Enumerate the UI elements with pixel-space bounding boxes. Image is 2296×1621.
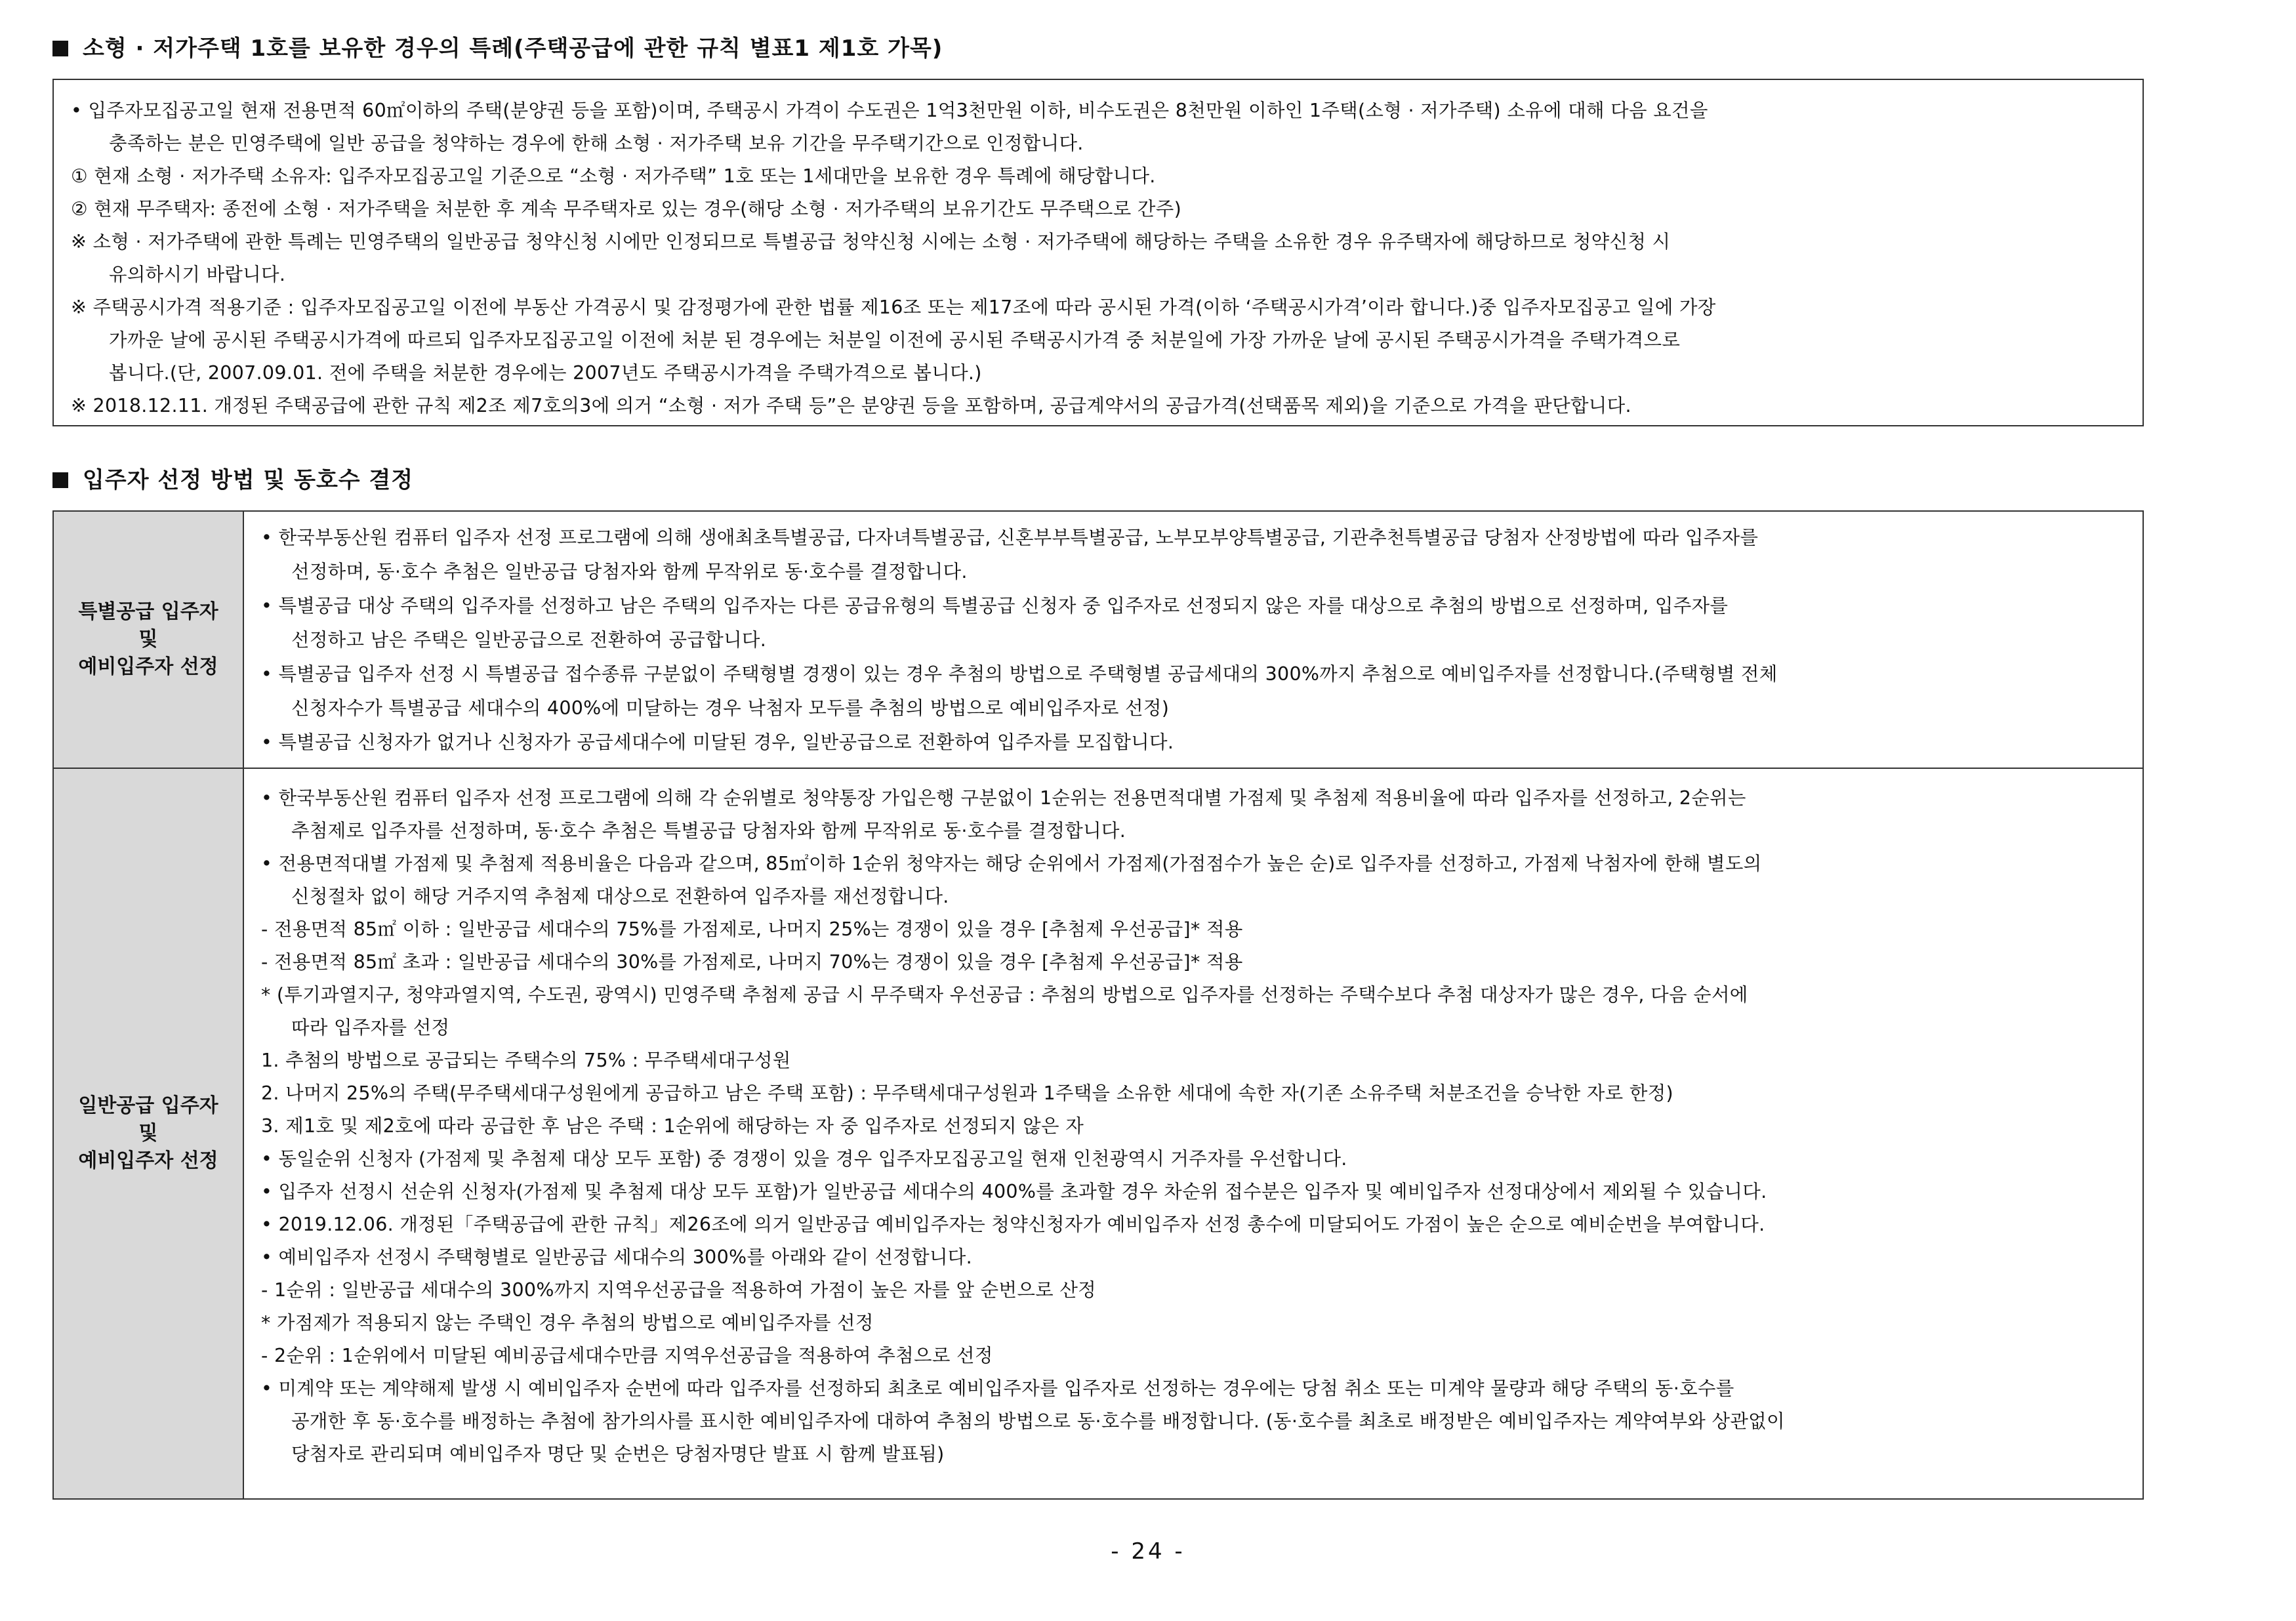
content-line: - 2순위 : 1순위에서 미달된 예비공급세대수만큼 지역우선공급을 적용하여 추첨으로 선정 — [261, 1345, 993, 1366]
page-number: - 24 - — [1111, 1538, 1185, 1565]
content-line: • 특별공급 입주자 선정 시 특별공급 접수종류 구분없이 주택형별 경쟁이 있는 경우 추첨의 방법으로 주택형별 공급세대의 300%까지 추첨으로 예비입주자를 선정합니다.(주택형별 전체 — [261, 663, 1778, 685]
small-low-price-housing-notice-box — [52, 79, 2144, 426]
content-line: • 동일순위 신청자 (가점제 및 추첨제 대상 모두 포함) 중 경쟁이 있을 경우 입주자모집공고일 현재 인천광역시 거주자를 우선합니다. — [261, 1148, 1347, 1170]
content-line: 선정하고 남은 주택은 일반공급으로 전환하여 공급합니다. — [291, 629, 767, 651]
notice-line: ※ 2018.12.11. 개정된 주택공급에 관한 규칙 제2조 제7호의3에 의거 “소형 · 저가 주택 등”은 분양권 등을 포함하며, 공급계약서의 공급가격(선택품목 제외)을 기준으로 가격을 판단합니다. — [71, 395, 1631, 417]
content-line: • 특별공급 대상 주택의 입주자를 선정하고 남은 주택의 입주자는 다른 공급유형의 특별공급 신청자 중 입주자로 선정되지 않은 자를 대상으로 추첨의 방법으로 선정하며, 입주자를 — [261, 595, 1729, 617]
content-line: 선정하며, 동·호수 추첨은 일반공급 당첨자와 함께 무작위로 동·호수를 결정합니다. — [291, 561, 968, 583]
content-line: • 특별공급 신청자가 없거나 신청자가 공급세대수에 미달된 경우, 일반공급으로 전환하여 입주자를 모집합니다. — [261, 731, 1174, 753]
notice-line: ② 현재 무주택자: 종전에 소형 · 저가주택을 처분한 후 계속 무주택자로 있는 경우(해당 소형 · 저가주택의 보유기간도 무주택으로 간주) — [71, 198, 1181, 220]
content-line: 2. 나머지 25%의 주택(무주택세대구성원에게 공급하고 남은 주택 포함) : 무주택세대구성원과 1주택을 소유한 세대에 속한 자(기존 소유주택 처분조건을 승낙한 자로 한정) — [261, 1082, 1673, 1104]
row-content-general-supply — [245, 769, 2142, 1498]
content-line: 공개한 후 동·호수를 배정하는 추첨에 참가의사를 표시한 예비입주자에 대하여 추첨의 방법으로 동·호수를 배정합니다. (동·호수를 최초로 배정받은 예비입주자는 계약여부와 상관없이 — [291, 1410, 1785, 1432]
notice-line: 봅니다.(단, 2007.09.01. 전에 주택을 처분한 경우에는 2007년도 주택공시가격을 주택가격으로 봅니다.) — [109, 362, 982, 384]
content-line: 3. 제1호 및 제2호에 따라 공급한 후 남은 주택 : 1순위에 해당하는 자 중 입주자로 선정되지 않은 자 — [261, 1115, 1084, 1137]
section-title-selection-method: 입주자 선정 방법 및 동호수 결정 — [52, 462, 413, 494]
square-bullet-icon — [52, 472, 68, 488]
section-title-small-low-price-housing: 소형 · 저가주택 1호를 보유한 경우의 특례(주택공급에 관한 규칙 별표1 제1호 가목) — [52, 30, 943, 62]
notice-line: ① 현재 소형 · 저가주택 소유자: 입주자모집공고일 기준으로 “소형 · 저가주택” 1호 또는 1세대만을 보유한 경우 특례에 해당합니다. — [71, 165, 1156, 187]
notice-line: • 입주자모집공고일 현재 전용면적 60㎡이하의 주택(분양권 등을 포함)이며, 주택공시 가격이 수도권은 1억3천만원 이하, 비수도권은 8천만원 이하인 1주택(소형 · 저가주택) 소유에 대해 다음 요건을 — [71, 100, 1708, 121]
notice-line: 충족하는 분은 민영주택에 일반 공급을 청약하는 경우에 한해 소형 · 저가주택 보유 기간을 무주택기간으로 인정합니다. — [109, 133, 1084, 154]
content-line: - 전용면적 85㎡ 초과 : 일반공급 세대수의 30%를 가점제로, 나머지 70%는 경쟁이 있을 경우 [추첨제 우선공급]* 적용 — [261, 951, 1243, 973]
notice-line: 가까운 날에 공시된 주택공시가격에 따르되 입주자모집공고일 이전에 처분 된 경우에는 처분일 이전에 공시된 주택공시가격 중 처분일에 가장 가까운 날에 공시된 주택공시가격을 주택가격으로 — [109, 329, 1681, 351]
content-line: 신청자수가 특별공급 세대수의 400%에 미달하는 경우 낙첨자 모두를 추첨의 방법으로 예비입주자로 선정) — [291, 697, 1170, 719]
content-line: - 1순위 : 일반공급 세대수의 300%까지 지역우선공급을 적용하여 가점이 높은 자를 앞 순번으로 산정 — [261, 1279, 1097, 1301]
content-line: • 입주자 선정시 선순위 신청자(가점제 및 추첨제 대상 모두 포함)가 일반공급 세대수의 400%를 초과할 경우 차순위 접수분은 입주자 및 예비입주자 선정대상에서 제외될 수 있습니다. — [261, 1181, 1767, 1202]
content-line: 신청절차 없이 해당 거주지역 추첨제 대상으로 전환하여 입주자를 재선정합니다. — [291, 886, 949, 907]
content-line: 1. 추첨의 방법으로 공급되는 주택수의 75% : 무주택세대구성원 — [261, 1050, 791, 1071]
content-line: * 가점제가 적용되지 않는 주택인 경우 추첨의 방법으로 예비입주자를 선정 — [261, 1312, 874, 1334]
notice-line: ※ 주택공시가격 적용기준 : 입주자모집공고일 이전에 부동산 가격공시 및 감정평가에 관한 법률 제16조 또는 제17조에 따라 공시된 가격(이하 ‘주택공시가격’이라 합니다.)중 입주자모집공고 일에 가장 — [71, 297, 1716, 318]
selection-method-table — [52, 510, 2144, 1500]
content-line: • 2019.12.06. 개정된「주택공급에 관한 규칙」제26조에 의거 일반공급 예비입주자는 청약신청자가 예비입주자 선정 총수에 미달되어도 가점이 높은 순으로 예비순번을 부여합니다. — [261, 1214, 1765, 1235]
square-bullet-icon — [52, 41, 68, 56]
content-line: • 미계약 또는 계약해제 발생 시 예비입주자 순번에 따라 입주자를 선정하되 최초로 예비입주자를 입주자로 선정하는 경우에는 당첨 취소 또는 미계약 물량과 해당 주택의 동·호수를 — [261, 1378, 1734, 1399]
table-row-general-supply — [54, 769, 2142, 1498]
content-line: 추첨제로 입주자를 선정하며, 동·호수 추첨은 특별공급 당첨자와 함께 무작위로 동·호수를 결정합니다. — [291, 820, 1126, 842]
content-line: • 한국부동산원 컴퓨터 입주자 선정 프로그램에 의해 각 순위별로 청약통장 가입은행 구분없이 1순위는 전용면적대별 가점제 및 추첨제 적용비율에 따라 입주자를 선정하고, 2순위는 — [261, 787, 1746, 809]
notice-line: ※ 소형 · 저가주택에 관한 특례는 민영주택의 일반공급 청약신청 시에만 인정되므로 특별공급 청약신청 시에는 소형 · 저가주택에 해당하는 주택을 소유한 경우 유주택자에 해당하므로 청약신청 시 — [71, 231, 1671, 253]
content-line: • 예비입주자 선정시 주택형별로 일반공급 세대수의 300%를 아래와 같이 선정합니다. — [261, 1246, 972, 1268]
content-line: * (투기과열지구, 청약과열지역, 수도권, 광역시) 민영주택 추첨제 공급 시 무주택자 우선공급 : 추첨의 방법으로 입주자를 선정하는 주택수보다 추첨 대상자가 많은 경우, 다음 순서에 — [261, 984, 1748, 1006]
row-content-special-supply — [245, 512, 2142, 768]
content-line: 따라 입주자를 선정 — [291, 1017, 450, 1038]
content-line: • 한국부동산원 컴퓨터 입주자 선정 프로그램에 의해 생애최초특별공급, 다자녀특별공급, 신혼부부특별공급, 노부모부양특별공급, 기관추천특별공급 당첨자 산정방법에 따라 입주자를 — [261, 527, 1759, 548]
content-line: 당첨자로 관리되며 예비입주자 명단 및 순번은 당첨자명단 발표 시 함께 발표됨) — [291, 1443, 945, 1465]
notice-line: 유의하시기 바랍니다. — [109, 264, 286, 285]
table-row-special-supply — [54, 512, 2142, 769]
row-label-special-supply: 특별공급 입주자 및 예비입주자 선정 — [54, 512, 244, 768]
content-line: - 전용면적 85㎡ 이하 : 일반공급 세대수의 75%를 가점제로, 나머지 25%는 경쟁이 있을 경우 [추첨제 우선공급]* 적용 — [261, 918, 1243, 940]
row-label-general-supply: 일반공급 입주자 및 예비입주자 선정 — [54, 769, 244, 1498]
content-line: • 전용면적대별 가점제 및 추첨제 적용비율은 다음과 같으며, 85㎡이하 1순위 청약자는 해당 순위에서 가점제(가점점수가 높은 순)로 입주자를 선정하고, 가점제 낙첨자에 한해 별도의 — [261, 853, 1762, 874]
